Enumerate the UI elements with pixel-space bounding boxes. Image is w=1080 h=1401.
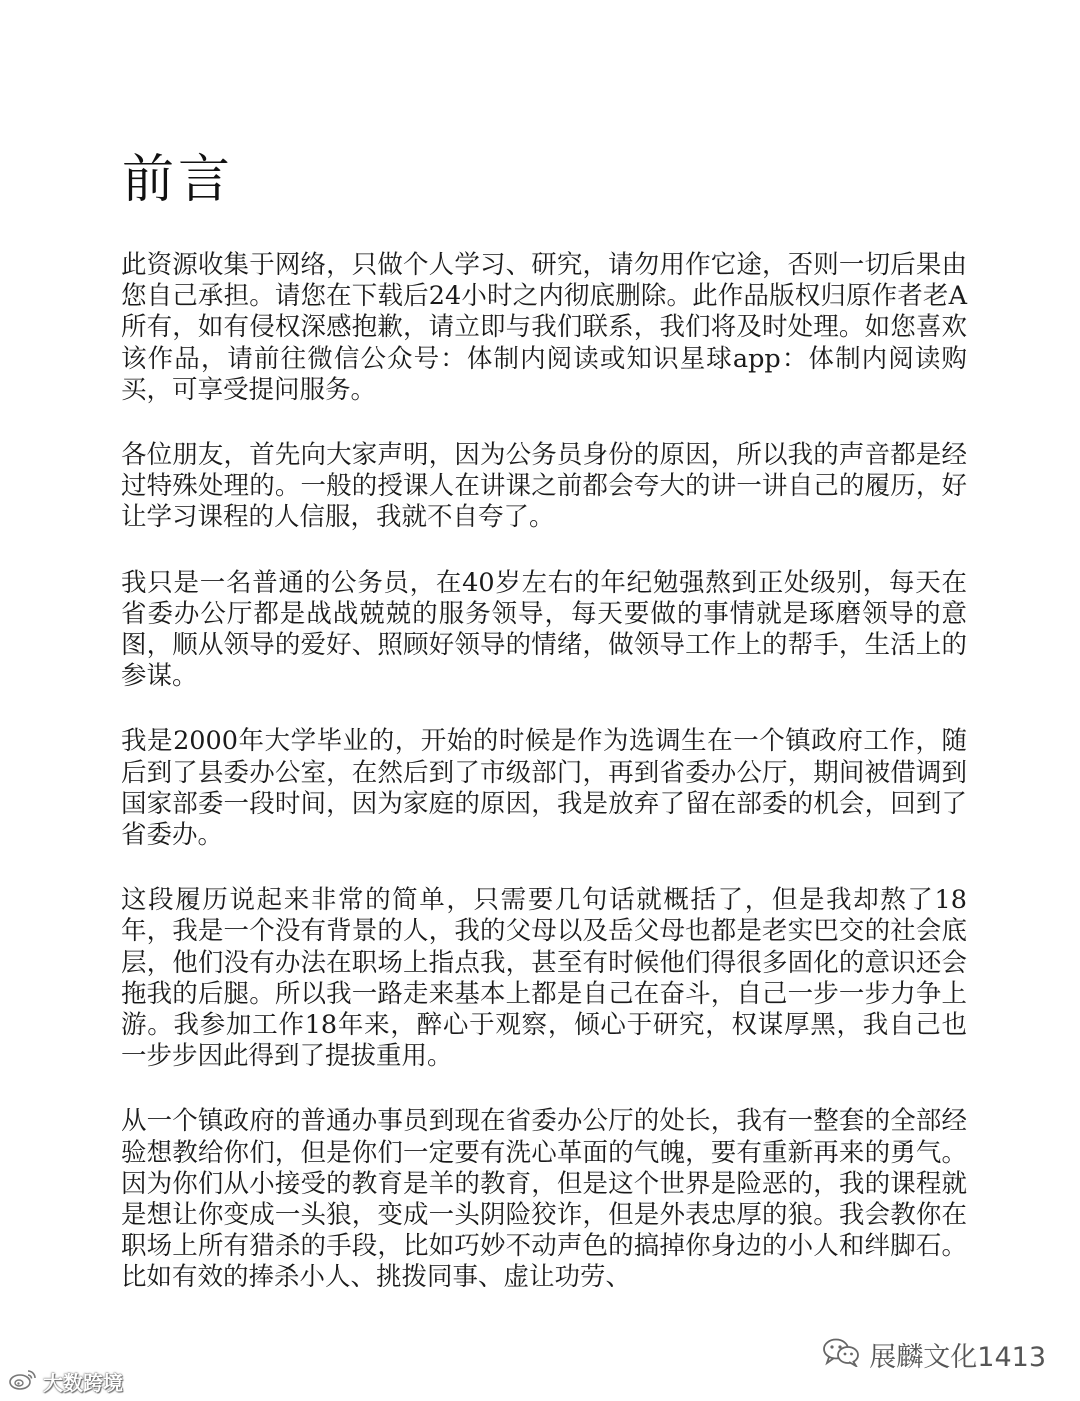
paragraph-career: 我是2000年大学毕业的，开始的时候是作为选调生在一个镇政府工作，随后到了县委办公室，在然后到了市级部门，再到省委办公厅，期间被借调到国家部委一段时间，因为家庭的原因，我是放弃了留在部委的机会，回到了省委办。: [121, 726, 967, 851]
document-body: [121, 250, 967, 1328]
wechat-watermark: [821, 1334, 1046, 1374]
paragraph-course: 从一个镇政府的普通办事员到现在省委办公厅的处长，我有一整套的全部经验想教给你们，但是你们一定要有洗心革面的气魄，要有重新再来的勇气。因为你们从小接受的教育是羊的教育，但是这个世界是险恶的，我的课程就是想让你变成一头狼，变成一头阴险狡诈，但是外表忠厚的狼。我会教你在职场上所有猎杀的手段，比如巧妙不动声色的搞掉你身边的小人和绊脚石。比如有效的捧杀小人、挑拨同事、虚让功劳、: [121, 1106, 967, 1293]
paragraph-intro: 我只是一名普通的公务员，在40岁左右的年纪勉强熬到正处级别，每天在省委办公厅都是战战兢兢的服务领导，每天要做的事情就是琢磨领导的意图，顺从领导的爱好、照顾好领导的情绪，做领导工作上的帮手，生活上的参谋。: [121, 567, 967, 692]
wechat-icon: [821, 1337, 861, 1371]
wechat-watermark-text: 展麟文化1413: [869, 1341, 1046, 1373]
paragraph-greeting: 各位朋友，首先向大家声明，因为公务员身份的原因，所以我的声音都是经过特殊处理的。一般的授课人在讲课之前都会夸大的讲一讲自己的履历，好让学习课程的人信服，我就不自夸了。: [121, 440, 967, 533]
weibo-icon: [8, 1367, 38, 1395]
paragraph-disclaimer: 此资源收集于网络，只做个人学习、研究，请勿用作它途，否则一切后果由您自己承担。请您在下载后24小时之内彻底删除。此作品版权归原作者老A所有，如有侵权深感抱歉，请立即与我们联系，我们将及时处理。如您喜欢该作品，请前往微信公众号：体制内阅读或知识星球app：体制内阅读购买，可享受提问服务。: [121, 250, 967, 405]
page-title: 前言: [122, 150, 235, 210]
weibo-watermark-text: 大数跨境: [43, 1370, 123, 1395]
paragraph-background: 这段履历说起来非常的简单，只需要几句话就概括了，但是我却熬了18年，我是一个没有背景的人，我的父母以及岳父母也都是老实巴交的社会底层，他们没有办法在职场上指点我，甚至有时候他们得很多固化的意识还会拖我的后腿。所以我一路走来基本上都是自己在奋斗，自己一步一步力争上游。我参加工作18年来，醉心于观察，倾心于研究，权谋厚黑，我自己也一步步因此得到了提拔重用。: [121, 885, 967, 1072]
weibo-watermark: [8, 1366, 123, 1396]
